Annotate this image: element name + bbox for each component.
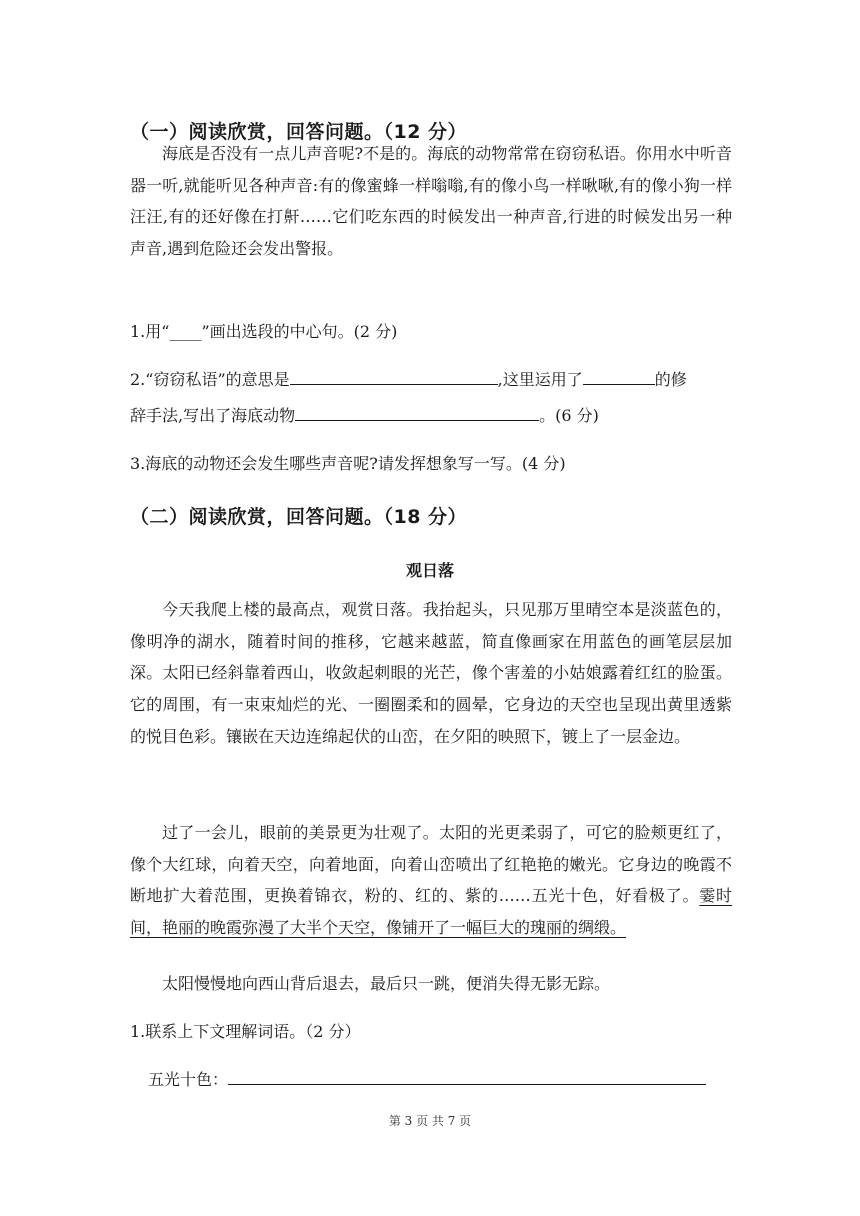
word-explanation-line	[148, 1067, 706, 1090]
q2-text-a: 2.“窃窃私语”的意思是	[130, 370, 290, 389]
q2-text-d: 辞手法,写出了海底动物	[130, 406, 296, 425]
answer-blank[interactable]	[228, 1067, 706, 1085]
article-paragraph-1: 今天我爬上楼的最高点，观赏日落。我抬起头，只见那万里晴空本是淡蓝色的，像明净的湖水，随着时间的推移，它越来越蓝，简直像画家在用蓝色的画笔层层加深。太阳已经斜靠着西山，收敛起刺眼的光芒，像个害羞的小姑娘露着红红的脸蛋。它的周围，有一束束灿烂的光、一圈圈柔和的圆晕，它身边的天空也呈现出黄里透紫的悦目色彩。镶嵌在天边连绵起伏的山峦，在夕阳的映照下，镀上了一层金边。	[130, 600, 732, 746]
section-1-question-3: 3.海底的动物还会发生哪些声音呢?请发挥想象写一写。(4 分)	[130, 454, 566, 473]
q2-text-b: ,这里运用了	[497, 370, 583, 389]
section-2-title: （二）阅读欣赏，回答问题。（18 分）	[130, 506, 468, 528]
q2-text-c: 的修	[654, 370, 687, 389]
q2-text-e: 。(6 分)	[539, 406, 599, 425]
section-1-question-2	[130, 367, 687, 390]
section-1-question-1: 1.用“____”画出选段的中心句。(2 分)	[130, 322, 398, 341]
section-1-question-2-cont	[130, 403, 599, 426]
underlined-sentence: 霎时间，艳丽的晚霞弥漫了大半个天空，像铺开了一幅巨大的瑰丽的绸缎。	[130, 886, 732, 938]
paragraph-2-text: 过了一会儿，眼前的美景更为壮观了。太阳的光更柔弱了，可它的脸颊更红了，像个大红球，向着天空，向着地面，向着山峦喷出了红艳艳的嫩光。它身边的晚霞不断地扩大着范围，更换着锦衣，粉的、红的、紫的……五光十色，好看极了。	[130, 823, 732, 906]
answer-blank[interactable]	[295, 403, 539, 421]
section-1-passage: 海底是否没有一点儿声音呢?不是的。海底的动物常常在窃窃私语。你用水中听音器一听,就能听见各种声音:有的像蜜蜂一样嗡嗡,有的像小鸟一样啾啾,有的像小狗一样汪汪,有的还好像在打鼾……它们吃东西的时候发出一种声音,行进的时候发出另一种声音,遇到危险还会发出警报。	[130, 144, 732, 259]
page-footer: 第 3 页 共 7 页	[388, 1114, 472, 1128]
article-paragraph-3: 太阳慢慢地向西山背后退去，最后只一跳，便消失得无影无踪。	[162, 974, 611, 993]
answer-blank[interactable]	[583, 367, 655, 385]
section-1-title: （一）阅读欣赏，回答问题。（12 分）	[130, 121, 468, 143]
article-paragraph-2	[130, 817, 732, 944]
article-title: 观日落	[405, 561, 454, 580]
word-label: 五光十色：	[148, 1070, 229, 1089]
section-2-question-1: 1.联系上下文理解词语。（2 分）	[130, 1022, 361, 1041]
answer-blank[interactable]	[290, 367, 498, 385]
